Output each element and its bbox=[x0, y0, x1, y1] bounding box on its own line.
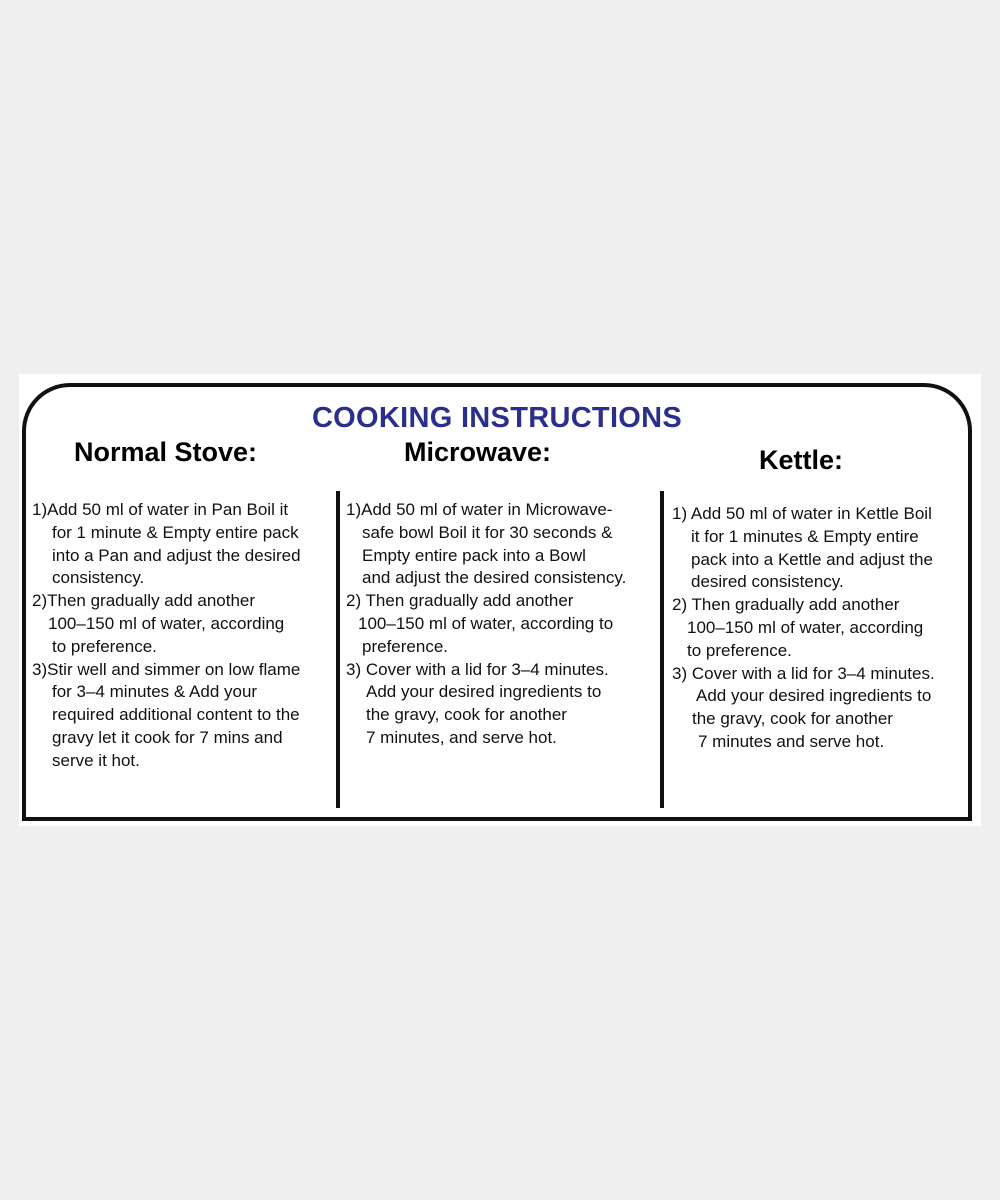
normal-stove-heading: Normal Stove: bbox=[74, 437, 258, 467]
step-line: serve it hot. bbox=[52, 750, 140, 770]
kettle-step-2 bbox=[672, 594, 935, 662]
column-divider-left bbox=[336, 491, 340, 808]
step-line: Empty entire pack into a Bowl bbox=[362, 545, 586, 565]
microwave-step-3 bbox=[346, 659, 626, 750]
step-line: safe bowl Boil it for 30 seconds & bbox=[362, 522, 613, 542]
kettle-heading: Kettle: bbox=[759, 445, 844, 475]
step-line: Add your desired ingredients to bbox=[696, 686, 932, 706]
step-line: desired consistency. bbox=[691, 572, 844, 592]
step-line: preference. bbox=[362, 636, 448, 656]
stove-step-3 bbox=[32, 659, 301, 773]
cooking-instructions-title: COOKING INSTRUCTIONS bbox=[311, 402, 683, 434]
step-line: to preference. bbox=[52, 636, 157, 656]
microwave-heading: Microwave: bbox=[404, 437, 552, 467]
step-line: pack into a Kettle and adjust the bbox=[691, 549, 933, 569]
step-line: 7 minutes, and serve hot. bbox=[366, 727, 557, 747]
step-line: 2)Then gradually add another bbox=[32, 591, 256, 611]
step-line: 1) Add 50 ml of water in Kettle Boil bbox=[672, 504, 932, 523]
step-line: to preference. bbox=[687, 640, 792, 660]
step-line: the gravy, cook for another bbox=[366, 705, 567, 725]
step-line: 100–150 ml of water, according bbox=[687, 617, 924, 637]
step-line: 3) Cover with a lid for 3–4 minutes. bbox=[346, 659, 609, 679]
step-line: 100–150 ml of water, according to bbox=[358, 613, 614, 633]
kettle-step-1 bbox=[672, 503, 935, 594]
step-line: 2) Then gradually add another bbox=[346, 591, 574, 611]
step-line: 3)Stir well and simmer on low flame bbox=[32, 659, 301, 679]
stove-step-2 bbox=[32, 590, 301, 658]
microwave-step-2 bbox=[346, 590, 626, 658]
instructions-card bbox=[22, 383, 972, 821]
microwave-steps bbox=[346, 499, 626, 750]
step-line: required additional content to the bbox=[52, 705, 300, 725]
kettle-steps bbox=[672, 503, 935, 754]
step-line: for 3–4 minutes & Add your bbox=[52, 682, 258, 702]
step-line: Add your desired ingredients to bbox=[366, 682, 602, 702]
step-line: and adjust the desired consistency. bbox=[362, 568, 627, 588]
step-line: 1)Add 50 ml of water in Microwave- bbox=[346, 500, 613, 519]
step-line: into a Pan and adjust the desired bbox=[52, 545, 301, 565]
step-line: 3) Cover with a lid for 3–4 minutes. bbox=[672, 663, 935, 683]
step-line: gravy let it cook for 7 mins and bbox=[52, 727, 283, 747]
step-line: 100–150 ml of water, according bbox=[48, 613, 285, 633]
step-line: for 1 minute & Empty entire pack bbox=[52, 522, 299, 542]
stove-step-1 bbox=[32, 499, 301, 590]
kettle-step-3 bbox=[672, 663, 935, 754]
normal-stove-steps bbox=[32, 499, 301, 773]
step-line: it for 1 minutes & Empty entire bbox=[691, 526, 919, 546]
microwave-step-1 bbox=[346, 499, 626, 590]
step-line: 7 minutes and serve hot. bbox=[698, 731, 885, 751]
step-line: consistency. bbox=[52, 568, 145, 588]
column-divider-right bbox=[660, 491, 664, 808]
step-line: the gravy, cook for another bbox=[692, 709, 893, 729]
step-line: 1)Add 50 ml of water in Pan Boil it bbox=[32, 500, 289, 519]
step-line: 2) Then gradually add another bbox=[672, 595, 900, 615]
